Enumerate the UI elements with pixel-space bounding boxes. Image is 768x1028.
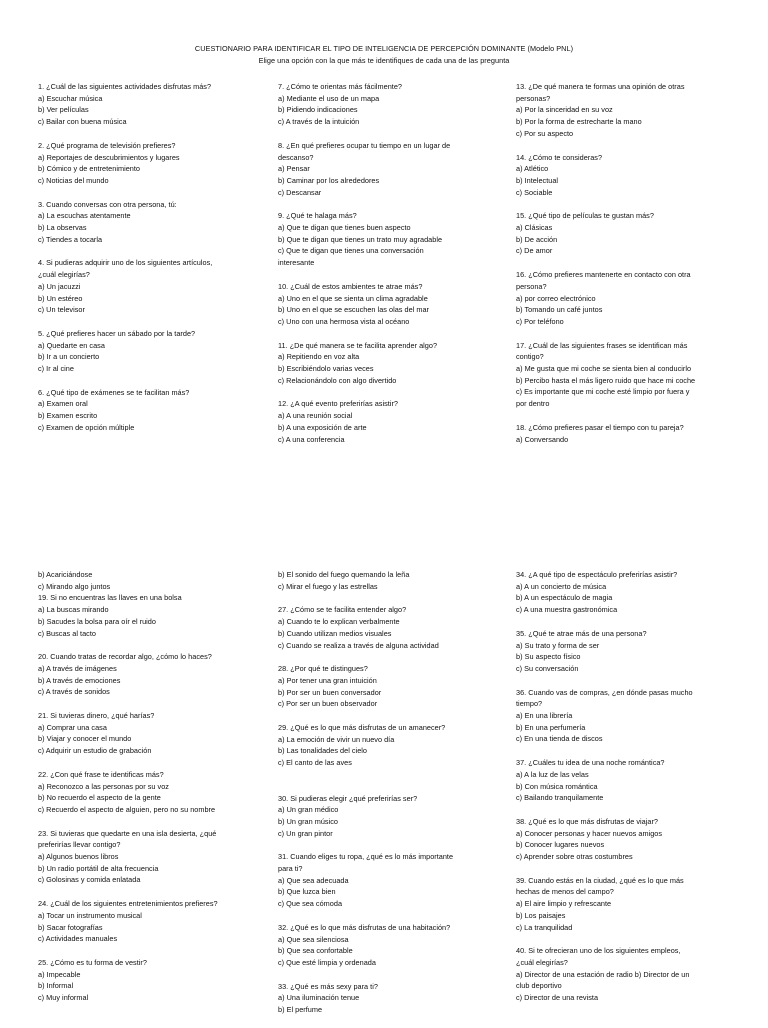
question-line: c) Que esté limpia y ordenada	[278, 957, 376, 967]
question-block	[38, 769, 274, 816]
question-line: 30. Si pudieras elegir ¿qué preferirías ser?	[278, 793, 418, 803]
question-line: b) Que luzca bien	[278, 887, 336, 897]
question-line: c) Es importante que mi coche esté limpio por fuera y	[516, 387, 690, 397]
question-line: tiempo?	[516, 699, 543, 709]
question-line: b) Que te digan que tienes un trato muy agradable	[278, 234, 443, 244]
question-line: a) Examen oral	[38, 399, 88, 409]
question-line: a) Impecable	[38, 969, 81, 979]
question-block	[278, 340, 514, 387]
question-line: c) El canto de las aves	[278, 758, 352, 768]
question-text: 31. Cuando eliges tu ropa, ¿qué es lo más importante	[278, 852, 454, 862]
question-line: persona?	[516, 281, 547, 291]
question-line: a) Escuchar música	[38, 93, 103, 103]
question-block	[278, 140, 514, 199]
question-line: por dentro	[516, 399, 550, 409]
question-line: a) A un concierto de música	[516, 581, 607, 591]
question-line: a) Por tener una gran intuición	[278, 675, 377, 685]
question-text: 38. ¿Qué es lo que más disfrutas de viajar?	[516, 816, 659, 826]
question-line: a) Director de una estación de radio b) Director de un	[516, 969, 690, 979]
question-text: 21. Si tuvieras dinero, ¿qué harías?	[38, 711, 155, 721]
question-line: b) Ver películas	[38, 105, 89, 115]
question-line: a) Que te digan que tienes buen aspecto	[278, 223, 411, 233]
question-line: c) Descansar	[278, 187, 322, 197]
question-text: 13. ¿De qué manera te formas una opinión de otras	[516, 82, 685, 91]
question-line: c) Por ser un buen observador	[278, 699, 378, 709]
question-block	[516, 210, 752, 257]
question-line: c) Ir al cine	[38, 364, 74, 374]
question-line: a) Repitiendo en voz alta	[278, 352, 360, 362]
question-block	[278, 981, 514, 1016]
question-line: c) Bailando tranquilamente	[516, 793, 604, 803]
question-line: c) De amor	[516, 246, 553, 256]
question-block	[38, 81, 274, 128]
question-line: a) Reportajes de descubrimientos y lugares	[38, 152, 180, 162]
question-text: 9. ¿Qué te halaga más?	[278, 211, 357, 221]
question-line: b) Por la forma de estrecharte la mano	[516, 117, 642, 127]
question-block	[516, 687, 752, 746]
question-line: c) A través de la intuición	[278, 117, 360, 127]
question-line: b) En una perfumería	[516, 722, 586, 732]
question-line: b) Examen escrito	[38, 411, 98, 421]
question-line: b) Un radio portátil de alta frecuencia	[38, 863, 159, 873]
question-block	[516, 81, 752, 140]
page1-column-2	[278, 81, 514, 457]
question-line: a) Que sea adecuada	[278, 875, 349, 885]
question-text: 6. ¿Qué tipo de exámenes se te facilitan más?	[38, 387, 190, 397]
question-line: b) Caminar por los alrededores	[278, 175, 380, 185]
question-block	[516, 152, 752, 199]
question-text: 36. Cuando vas de compras, ¿en dónde pasas mucho	[516, 687, 693, 697]
question-block	[278, 604, 514, 651]
question-line: a) A través de imágenes	[38, 663, 117, 673]
question-line: b) Intelectual	[516, 175, 559, 185]
question-line: c) Adquirir un estudio de grabación	[38, 746, 152, 756]
question-text	[278, 781, 514, 793]
question-text: 17. ¿Cuál de las siguientes frases se identifican más	[516, 340, 688, 350]
question-line: a) Pensar	[278, 164, 310, 174]
question-line: contigo?	[516, 352, 544, 362]
question-text: 32. ¿Qué es lo que más disfrutas de una habitación?	[278, 922, 451, 932]
question-line: descanso?	[278, 152, 314, 162]
question-line: b) Las tonalidades del cielo	[278, 746, 367, 756]
question-line: a) Un jacuzzi	[38, 281, 81, 291]
question-text: 28. ¿Por qué te distingues?	[278, 664, 368, 674]
question-line: a) Reconozco a las personas por su voz	[38, 781, 169, 791]
question-block	[278, 569, 514, 592]
question-line: c) Golosinas y comida enlatada	[38, 875, 141, 885]
question-block	[38, 651, 274, 698]
question-block	[278, 398, 514, 445]
question-text: 40. Si te ofrecieran uno de los siguientes empleos,	[516, 946, 681, 956]
question-line: b) Por ser un buen conversador	[278, 687, 382, 697]
question-text: 22. ¿Con qué frase te identificas más?	[38, 769, 164, 779]
question-line: a) Un gran médico	[278, 805, 339, 815]
question-line: b) Pidiendo indicaciones	[278, 105, 358, 115]
question-text: 12. ¿A qué evento preferirías asistir?	[278, 399, 399, 409]
question-line: c) Bailar con buena música	[38, 117, 127, 127]
page2-column-3	[516, 569, 752, 1016]
question-line: a) A una reunión social	[278, 411, 353, 421]
question-line: c) Cuando se realiza a través de alguna actividad	[278, 640, 439, 650]
question-text: 2. ¿Qué programa de televisión prefieres?	[38, 140, 176, 150]
question-line: a) En una librería	[516, 711, 573, 721]
question-line: personas?	[516, 93, 551, 103]
question-line: c) Que sea cómoda	[278, 899, 343, 909]
question-line: c) Muy informal	[38, 993, 89, 1003]
question-line: b) No recuerdo el aspecto de la gente	[38, 793, 161, 803]
question-line: b) Uno en el que se escuchen las olas del mar	[278, 305, 429, 315]
question-line: b) De acción	[516, 234, 558, 244]
question-line: c) Aprender sobre otras costumbres	[516, 852, 633, 862]
question-line: a) Atlético	[516, 164, 549, 174]
question-block	[38, 828, 274, 887]
document-title: CUESTIONARIO PARA IDENTIFICAR EL TIPO DE INTELIGENCIA DE PERCEPCIÓN DOMINANTE (Modelo PNL)	[194, 44, 574, 53]
question-line: c) Noticias del mundo	[38, 175, 109, 185]
question-line: b) Un estéreo	[38, 293, 83, 303]
question-text: 35. ¿Qué te atrae más de una persona?	[516, 628, 647, 638]
page2-column-1	[38, 569, 274, 1016]
page1-column-3	[516, 81, 752, 457]
question-line: b) Viajar y conocer el mundo	[38, 734, 132, 744]
question-line: c) Un televisor	[38, 305, 85, 315]
question-line: a) Su trato y forma de ser	[516, 640, 600, 650]
question-line: b) El perfume	[278, 1005, 323, 1015]
question-line: hechas de menos del campo?	[516, 887, 614, 897]
question-line: c) Mirando algo juntos	[38, 581, 111, 591]
question-line: c) Su conversación	[516, 663, 579, 673]
question-line: preferirías llevar contigo?	[38, 840, 121, 850]
question-line: c) Examen de opción múltiple	[38, 422, 135, 432]
question-block	[38, 957, 274, 1004]
question-line: b) Ir a un concierto	[38, 352, 100, 362]
question-line: a) Mediante el uso de un mapa	[278, 93, 380, 103]
question-block	[278, 210, 514, 269]
question-line: a) por correo electrónico	[516, 293, 596, 303]
question-text: b) Acariciándose	[38, 570, 93, 579]
question-line: b) Con música romántica	[516, 781, 598, 791]
question-line: c) Uno con una hermosa vista al océano	[278, 316, 410, 326]
question-line: a) Que sea silenciosa	[278, 934, 349, 944]
question-block	[38, 257, 274, 316]
question-line: b) Percibo hasta el más ligero ruido que hace mi coche	[516, 375, 696, 385]
question-line: c) Por su aspecto	[516, 128, 574, 138]
question-text: 20. Cuando tratas de recordar algo, ¿cómo lo haces?	[38, 652, 212, 662]
question-line: b) La observas	[38, 223, 87, 233]
question-text: 11. ¿De qué manera se te facilita aprender algo?	[278, 340, 438, 350]
question-line: b) A través de emociones	[38, 675, 121, 685]
question-block	[516, 340, 752, 410]
question-line: a) Tocar un instrumento musical	[38, 910, 142, 920]
question-line: c) A través de sonidos	[38, 687, 110, 697]
question-text: 4. Si pudieras adquirir uno de los siguientes artículos,	[38, 258, 213, 268]
question-line: b) Cómico y de entretenimiento	[38, 164, 140, 174]
question-text: 34. ¿A qué tipo de espectáculo preferirías asistir?	[516, 570, 678, 579]
question-text: 29. ¿Qué es lo que más disfrutas de un amanecer?	[278, 723, 446, 733]
question-text: 14. ¿Cómo te consideras?	[516, 152, 603, 162]
question-line: 19. Si no encuentras las llaves en una bolsa	[38, 593, 182, 603]
question-line: c) Actividades manuales	[38, 934, 118, 944]
question-block	[38, 328, 274, 375]
question-line: club deportivo	[516, 981, 562, 991]
question-text: 33. ¿Qué es más sexy para ti?	[278, 981, 378, 991]
question-line: b) Escribiéndolo varias veces	[278, 364, 374, 374]
question-line: para ti?	[278, 864, 303, 874]
question-line: ¿cuál elegirías?	[38, 270, 90, 280]
question-line: c) Tiendes a tocarla	[38, 234, 103, 244]
question-line: c) A una conferencia	[278, 434, 345, 444]
question-text: 15. ¿Qué tipo de películas te gustan más?	[516, 211, 654, 221]
question-line: b) Cuando utilizan medios visuales	[278, 628, 392, 638]
question-line: a) Algunos buenos libros	[38, 852, 119, 862]
question-line: c) Sociable	[516, 187, 553, 197]
question-line: a) Quedarte en casa	[38, 340, 105, 350]
question-text: 10. ¿Cuál de estos ambientes te atrae más?	[278, 281, 423, 291]
question-line: c) Relacionándolo con algo divertido	[278, 375, 397, 385]
question-block	[278, 281, 514, 328]
question-block	[516, 875, 752, 934]
question-block	[516, 422, 752, 445]
question-block	[278, 922, 514, 969]
question-line: c) En una tienda de discos	[516, 734, 603, 744]
question-text: 27. ¿Cómo se te facilita entender algo?	[278, 605, 407, 615]
question-line: b) Conocer lugares nuevos	[516, 840, 605, 850]
question-line: b) A una exposición de arte	[278, 422, 367, 432]
question-line: a) Conversando	[516, 434, 569, 444]
question-line: a) A la luz de las velas	[516, 769, 589, 779]
question-block	[516, 816, 752, 863]
question-text: 18. ¿Cómo prefieres pasar el tiempo con tu pareja?	[516, 422, 684, 432]
question-text: 37. ¿Cuáles tu idea de una noche romántica?	[516, 758, 665, 768]
question-line: a) Me gusta que mi coche se sienta bien al conducirlo	[516, 364, 692, 374]
question-line: b) Que sea confortable	[278, 946, 353, 956]
question-line: c) Director de una revista	[516, 993, 599, 1003]
question-block	[38, 199, 274, 246]
question-line: interesante	[278, 258, 315, 268]
question-text: 7. ¿Cómo te orientas más fácilmente?	[278, 82, 403, 91]
question-line: a) Cuando te lo explican verbalmente	[278, 617, 400, 627]
question-line: b) Informal	[38, 981, 74, 991]
question-line: a) La escuchas atentamente	[38, 211, 131, 221]
question-line: c) La tranquilidad	[516, 922, 573, 932]
question-block	[278, 781, 514, 840]
document-subtitle: Elige una opción con la que más te identifiques de cada una de las pregunta	[258, 56, 510, 65]
page1-column-1	[38, 81, 274, 446]
question-block	[38, 387, 274, 434]
question-block	[516, 757, 752, 804]
question-text: 25. ¿Cómo es tu forma de vestir?	[38, 957, 147, 967]
question-text: 1. ¿Cuál de las siguientes actividades disfrutas más?	[38, 82, 212, 91]
question-line: b) Sacar fotografías	[38, 922, 103, 932]
question-text: 3. Cuando conversas con otra persona, tú:	[38, 199, 177, 209]
question-block	[38, 140, 274, 187]
question-text: 16. ¿Cómo prefieres mantenerte en contacto con otra	[516, 270, 691, 280]
question-text: 24. ¿Cuál de los siguientes entretenimientos prefieres?	[38, 899, 218, 909]
question-line: b) Su aspecto físico	[516, 652, 581, 662]
question-line: b) A un espectáculo de magia	[516, 593, 613, 603]
question-line: ¿cuál elegirías?	[516, 957, 568, 967]
question-line: a) El aire limpio y refrescante	[516, 899, 612, 909]
question-text: b) El sonido del fuego quemando la leña	[278, 570, 410, 579]
question-block	[278, 663, 514, 710]
question-line: a) Comprar una casa	[38, 722, 107, 732]
question-line: c) Recuerdo el aspecto de alguien, pero no su nombre	[38, 804, 216, 814]
question-block	[278, 851, 514, 910]
question-line: c) A una muestra gastronómica	[516, 605, 618, 615]
question-block	[516, 269, 752, 328]
question-block	[38, 898, 274, 945]
question-line: c) Por teléfono	[516, 316, 564, 326]
question-text: 23. Si tuvieras que quedarte en una isla desierta, ¿qué	[38, 828, 217, 838]
question-line: a) Por la sinceridad en su voz	[516, 105, 613, 115]
question-block	[516, 628, 752, 675]
question-block	[516, 569, 752, 616]
question-line: b) Los paisajes	[516, 910, 566, 920]
question-block	[516, 945, 752, 1004]
question-block	[278, 81, 514, 128]
question-line: b) Tomando un café juntos	[516, 305, 603, 315]
question-text: 39. Cuando estás en la ciudad, ¿qué es lo que más	[516, 875, 684, 885]
question-line: a) Conocer personas y hacer nuevos amigos	[516, 828, 663, 838]
question-line: a) Uno en el que se sienta un clima agradable	[278, 293, 428, 303]
question-line: a) Una iluminación tenue	[278, 993, 360, 1003]
question-line: c) Mirar el fuego y las estrellas	[278, 581, 378, 591]
question-line: b) Sacudes la bolsa para oír el ruido	[38, 616, 156, 626]
question-block	[38, 710, 274, 757]
question-line: a) La buscas mirando	[38, 605, 109, 615]
question-line: b) Un gran músico	[278, 816, 338, 826]
question-line: c) Un gran pintor	[278, 828, 333, 838]
question-line: c) Buscas al tacto	[38, 628, 96, 638]
question-text: 8. ¿En qué prefieres ocupar tu tiempo en un lugar de	[278, 140, 451, 150]
question-text: 5. ¿Qué prefieres hacer un sábado por la tarde?	[38, 328, 196, 338]
question-line: a) La emoción de vivir un nuevo día	[278, 734, 395, 744]
question-block	[38, 569, 274, 639]
question-line: a) Clásicas	[516, 223, 553, 233]
question-line: c) Que te digan que tienes una conversación	[278, 246, 424, 256]
question-block	[278, 722, 514, 769]
page2-column-2	[278, 569, 514, 1028]
